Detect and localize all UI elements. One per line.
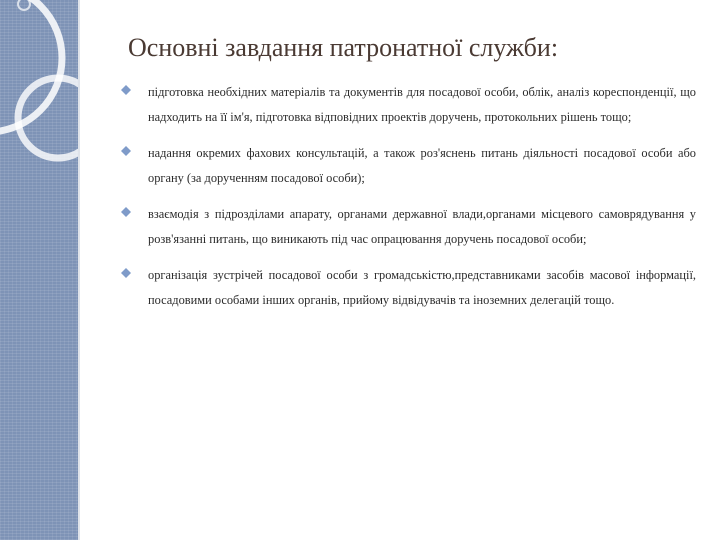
bullet-list [121, 80, 696, 324]
slide-title: Основні завдання патронатної служби: [128, 33, 559, 62]
bullet-diamond-icon [121, 85, 131, 95]
decorative-sidebar [0, 0, 78, 540]
bullet-diamond-icon [121, 268, 131, 278]
decorative-circle-large [0, 0, 62, 132]
decorative-circle-tiny [18, 0, 30, 10]
bullet-item [121, 141, 696, 191]
sidebar-divider [78, 0, 80, 540]
bullet-diamond-icon [121, 146, 131, 156]
bullet-item [121, 202, 696, 252]
bullet-text: організація зустрічей посадової особи з громадськістю,представниками засобів масової інформації, посадовими особами інших органів, прийому відвідувачів та іноземних делегацій тощо. [148, 268, 696, 307]
decorative-circles [0, 0, 78, 540]
bullet-item [121, 80, 696, 130]
bullet-diamond-icon [121, 207, 131, 217]
bullet-item [121, 263, 696, 313]
bullet-text: підготовка необхідних матеріалів та документів для посадової особи, облік, аналіз кореспонденції, що надходить на її ім'я, підготовка відповідних проектів доручень, протокольних рішень тощо; [148, 85, 696, 124]
bullet-text: взаємодія з підрозділами апарату, органами державної влади,органами місцевого самоврядування у розв'язанні питань, що виникають під час опрацювання доручень посадової особи; [148, 207, 696, 246]
bullet-text: надання окремих фахових консультацій, а також роз'яснень питань діяльності посадової особи або органу (за дорученням посадової особи); [148, 146, 696, 185]
